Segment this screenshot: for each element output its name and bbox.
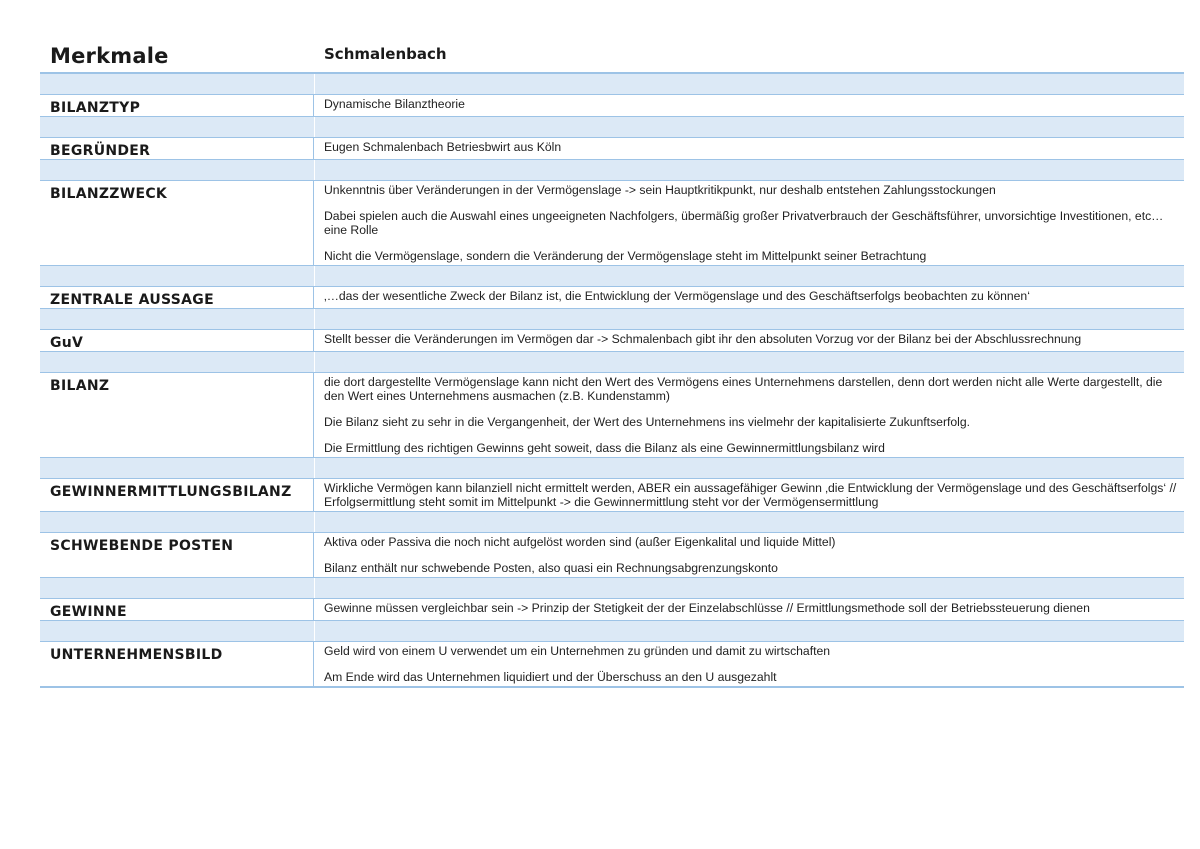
row-spacer [40,160,1184,181]
row-spacer [40,512,1184,533]
row-paragraph: ‚…das der wesentliche Zweck der Bilanz ist, die Entwicklung der Vermögenslage und des Geschäftserfolgs beobachten zu können‘ [324,289,1030,303]
table-row [40,330,1184,352]
row-paragraph: Eugen Schmalenbach Betriesbwirt aus Köln [324,140,562,154]
row-key: SCHWEBENDE POSTEN [40,533,314,577]
table-row [40,599,1184,621]
row-paragraph: Dynamische Bilanztheorie [324,97,465,111]
row-spacer [40,458,1184,479]
row-value [314,287,1184,308]
row-paragraph: Bilanz enthält nur schwebende Posten, also quasi ein Rechnungsabgrenzungskonto [324,561,778,575]
row-value [314,599,1184,620]
row-key: BILANZZWECK [40,181,314,265]
row-key: UNTERNEHMENSBILD [40,642,314,686]
row-spacer [40,578,1184,599]
row-key: BILANZTYP [40,95,314,116]
row-paragraph: Die Ermittlung des richtigen Gewinns geht soweit, dass die Bilanz als eine Gewinnermittlungsbilanz wird [324,441,885,455]
row-paragraph: Aktiva oder Passiva die noch nicht aufgelöst worden sind (außer Eigenkalital und liquide Mittel) [324,535,836,549]
table-row [40,642,1184,688]
table-body [40,74,1184,688]
table-header [40,40,1184,74]
row-key: GEWINNE [40,599,314,620]
row-value [314,330,1184,351]
row-value [314,138,1184,159]
table-row [40,95,1184,117]
header-merkmale: Merkmale [50,44,169,68]
row-paragraph: Am Ende wird das Unternehmen liquidiert und der Überschuss an den U ausgezahlt [324,670,777,684]
row-spacer [40,621,1184,642]
row-value [314,479,1184,511]
row-paragraph: Unkenntnis über Veränderungen in der Vermögenslage -> sein Hauptkritikpunkt, nur deshalb entstehen Zahlungsstockungen [324,183,996,197]
row-spacer [40,352,1184,373]
row-value [314,373,1184,457]
row-spacer [40,309,1184,330]
table-row [40,479,1184,512]
row-value [314,95,1184,116]
row-paragraph: Nicht die Vermögenslage, sondern die Veränderung der Vermögenslage steht im Mittelpunkt seiner Betrachtung [324,249,927,263]
table-row [40,181,1184,266]
table-row [40,533,1184,578]
header-schmalenbach: Schmalenbach [324,45,447,63]
row-paragraph: die dort dargestellte Vermögenslage kann nicht den Wert des Vermögens eines Unternehmens darstellen, denn dort werden nicht alle Werte dargestellt, die den Wert eines Unternehmens ausmachen (z.B. Kundenstamm) [324,375,1163,403]
row-value [314,533,1184,577]
table-row [40,373,1184,458]
row-paragraph: Dabei spielen auch die Auswahl eines ungeeigneten Nachfolgers, übermäßig großer Privatverbrauch der Geschäftsführer, unvorsichtige Investitionen, etc… eine Rolle [324,209,1164,237]
row-value [314,181,1184,265]
row-key: BEGRÜNDER [40,138,314,159]
row-key: BILANZ [40,373,314,457]
row-paragraph: Geld wird von einem U verwendet um ein Unternehmen zu gründen und damit zu wirtschaften [324,644,831,658]
table-row [40,287,1184,309]
row-key: GuV [40,330,314,351]
row-spacer [40,117,1184,138]
row-key: GEWINNERMITTLUNGSBILANZ [40,479,314,511]
row-paragraph: Die Bilanz sieht zu sehr in die Vergangenheit, der Wert des Unternehmens ins vielmehr der kapitalisierte Zukunftserfolg. [324,415,971,429]
row-spacer [40,74,1184,95]
row-paragraph: Stellt besser die Veränderungen im Vermögen dar -> Schmalenbach gibt ihr den absoluten Vorzug vor der Bilanz bei der Abschlussrechnung [324,332,1082,346]
document-page [40,40,1184,688]
row-paragraph: Gewinne müssen vergleichbar sein -> Prinzip der Stetigkeit der der Einzelabschlüsse // Ermittlungsmethode soll der Betriebssteuerung dienen [324,601,1090,615]
row-paragraph: Wirkliche Vermögen kann bilanziell nicht ermittelt werden, ABER ein aussagefähiger Gewinn ‚die Entwicklung der Vermögenslage und des Geschäftserfolgs‘ // Erfolgsermittlung steht somit im Mittelpunkt -> die Gewinnermittlung steht vor der Vermögensermittlung [324,481,1177,509]
table-row [40,138,1184,160]
row-spacer [40,266,1184,287]
row-value [314,642,1184,686]
row-key: ZENTRALE AUSSAGE [40,287,314,308]
